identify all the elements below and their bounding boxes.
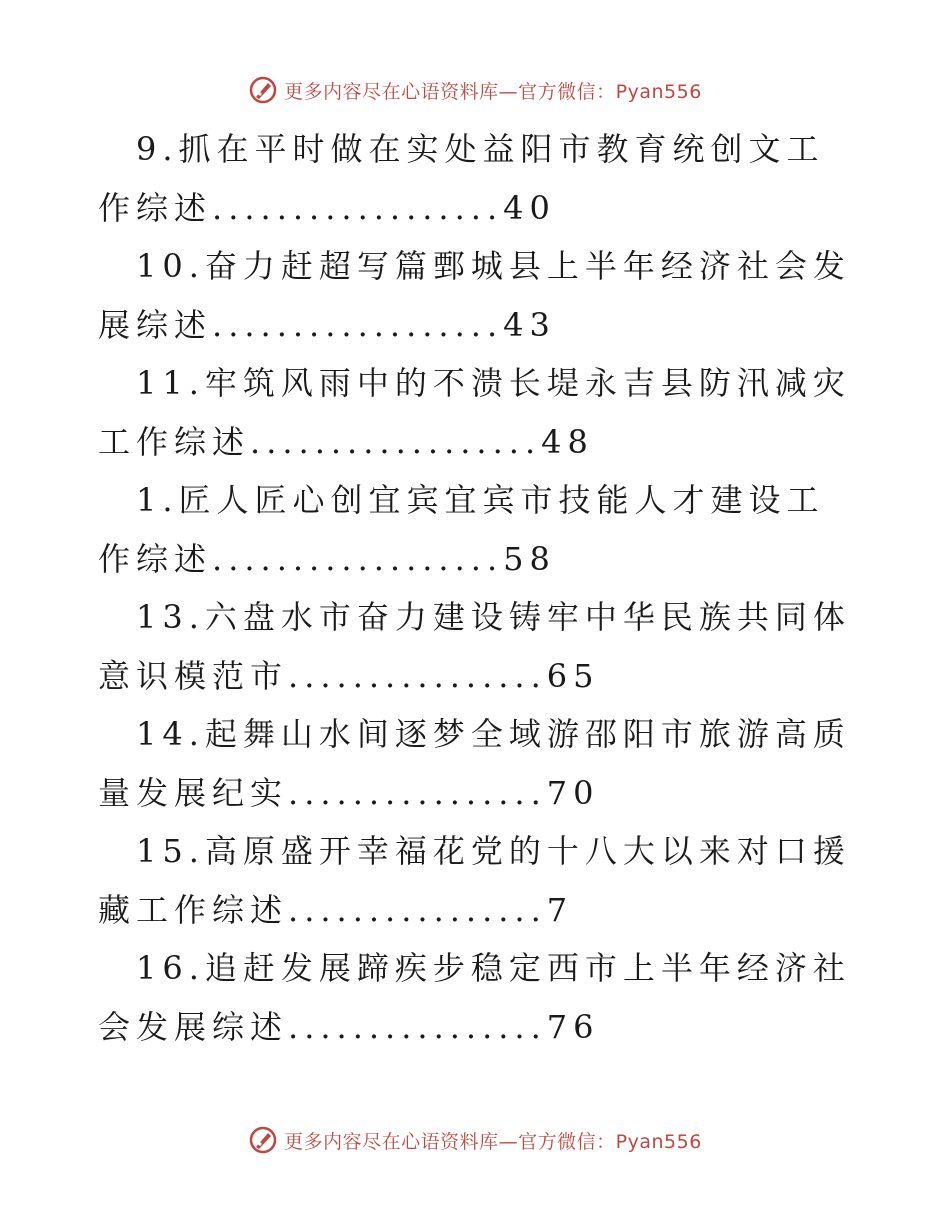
footer-banner: [0, 1120, 950, 1160]
toc-entry-title: 10.奋力赶超写篇鄄城县上半年经济社会发展综述: [98, 247, 851, 344]
header-banner-text: 更多内容尽在心语资料库—官方微信：Pyan556: [284, 80, 702, 103]
toc-entry-page: 76: [546, 1007, 600, 1046]
toc-entry-page: 43: [503, 305, 556, 344]
toc-entry-dots: ..................: [212, 188, 504, 227]
toc-entry-title: 15.高原盛开幸福花党的十八大以来对口援藏工作综述: [98, 832, 851, 929]
toc-entry-title: 13.六盘水市奋力建设铸牢中华民族共同体意识模范市: [98, 598, 851, 695]
toc-entry-14[interactable]: [98, 705, 858, 822]
toc-entry-page: 58: [503, 539, 556, 578]
toc-entry-page: 40: [503, 188, 556, 227]
toc-entry-15[interactable]: [98, 822, 858, 939]
toc-entry-11[interactable]: [98, 354, 858, 471]
toc-entry-dots: ..................: [212, 305, 504, 344]
toc-entry-dots: ..................: [212, 539, 504, 578]
toc-entry-page: 65: [546, 656, 600, 695]
toc-entry-title: 16.追赶发展蹄疾步稳定西市上半年经济社会发展综述: [98, 949, 851, 1046]
toc-entry-dots: ................: [288, 773, 547, 812]
toc-entry-dots: ..................: [250, 422, 542, 461]
pen-nib-logo-icon: [248, 1125, 278, 1155]
pen-nib-logo-icon: [248, 75, 278, 105]
toc-entry-9[interactable]: [98, 120, 858, 237]
table-of-contents: [98, 120, 858, 1056]
toc-entry-dots: ................: [288, 890, 547, 929]
toc-entry-title: 1.匠人匠心创宜宾宜宾市技能人才建设工作综述: [98, 481, 825, 578]
toc-entry-title: 14.起舞山水间逐梦全域游邵阳市旅游高质量发展纪实: [98, 715, 851, 812]
footer-banner-text: 更多内容尽在心语资料库—官方微信：Pyan556: [284, 1130, 702, 1153]
toc-entry-16[interactable]: [98, 939, 858, 1056]
toc-entry-title: 9.抓在平时做在实处益阳市教育统创文工作综述: [98, 130, 825, 227]
toc-entry-dots: ................: [288, 1007, 547, 1046]
toc-entry-page: 7: [546, 890, 574, 929]
toc-entry-page: 70: [546, 773, 600, 812]
toc-entry-dots: ................: [288, 656, 547, 695]
toc-entry-13[interactable]: [98, 588, 858, 705]
header-banner: [0, 70, 950, 110]
toc-entry-10[interactable]: [98, 237, 858, 354]
toc-entry-title: 11.牢筑风雨中的不溃长堤永吉县防汛减灾工作综述: [98, 364, 851, 461]
toc-entry-page: 48: [541, 422, 594, 461]
toc-entry-1[interactable]: [98, 471, 858, 588]
